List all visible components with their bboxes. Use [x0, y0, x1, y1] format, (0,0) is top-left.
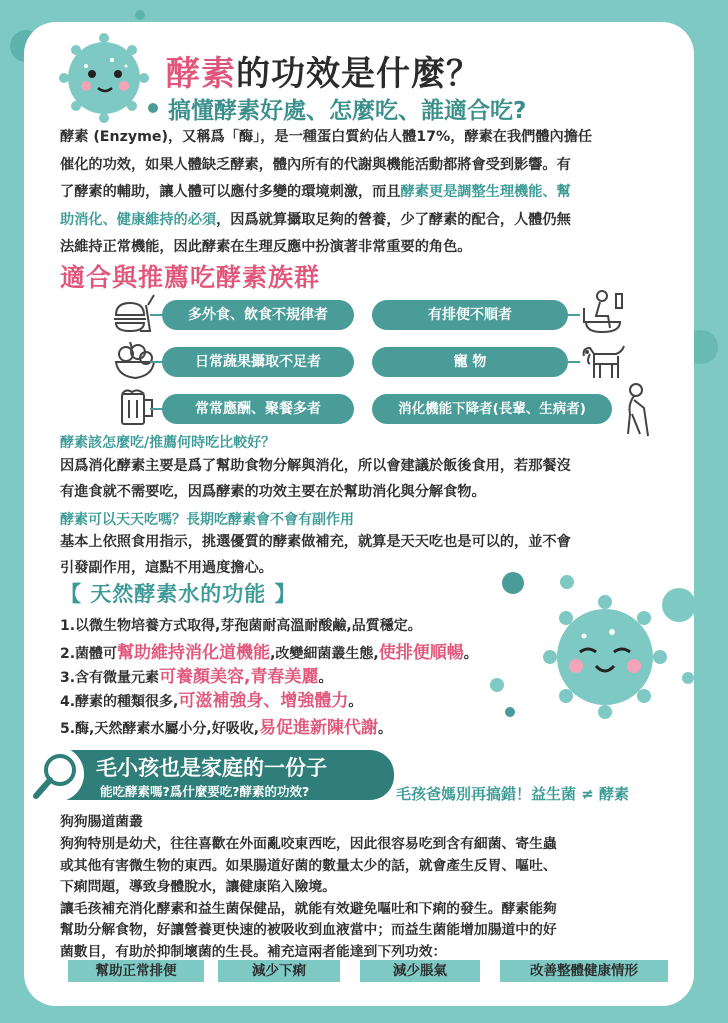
natural-heading: 【 天然酵素水的功能 】: [60, 582, 297, 606]
natural-item-5: 5.酶,天然酵素水屬小分,好吸收,易促進新陳代謝。: [60, 718, 393, 738]
natural-item-3: 3.含有微量元素可養顏美容,青春美麗。: [60, 667, 333, 687]
bg-bubble: [135, 10, 145, 20]
group-pill-veg: 日常蔬果攝取不足者: [162, 347, 354, 377]
pets-side-note: 毛孩爸媽別再搞錯！益生菌 ≠ 酵素: [396, 785, 630, 803]
beer-mug-icon: [118, 386, 158, 428]
germ-mascot-icon: [56, 30, 152, 126]
natural-item-4: 4.酵素的種類很多,可滋補強身、增強體力。: [60, 691, 363, 711]
pets-paragraph: 狗狗特別是幼犬，往往喜歡在外面亂咬東西吃，因此很容易吃到含有細菌、寄生蟲 或其他有害微生物的東西。如果腸道好菌的數量太少的話，就會產生反胃、嘔吐、 下痢問題，導致身體脫水，讓健康陷入險境。 讓毛孩補充消化酵素和益生菌保健品，就能有效避免嘔吐和下痢的發生。酵素能夠 幫助分解食物，好讓營養更快速的被吸收到血液當中；而益生菌能增加腸道中的好 菌數目，有助於抑制壞菌的生長。補充這兩者能達到下列功效：: [60, 836, 557, 960]
natural-item-2: 2.菌體可幫助維持消化道機能,改變細菌叢生態,使排便順暢。: [60, 643, 478, 663]
group-pill-pets: 寵 物: [372, 347, 568, 377]
effect-tag: 減少下痢: [218, 960, 340, 982]
germ-mascot-icon: [540, 592, 670, 722]
pets-section-title: 狗狗腸道菌叢: [60, 814, 143, 830]
dog-icon: [578, 342, 628, 382]
page-subtitle: 搞懂酵素好處、怎麼吃、誰適合吃?: [168, 98, 527, 124]
natural-item-1: 1.以微生物培養方式取得,芽孢菌耐高溫耐酸鹼,品質穩定。: [60, 618, 422, 634]
group-pill-eat-out: 多外食、飲食不規律者: [162, 300, 354, 330]
faq-question-2: 酵素可以天天吃嗎？長期吃酵素會不會有副作用: [60, 512, 354, 528]
effect-tag: 減少脹氣: [360, 960, 480, 982]
suitable-heading: 適合與推薦吃酵素族群: [60, 263, 321, 292]
faq-answer-2: 基本上依照食用指示，挑選優質的酵素做補充，就算是天天吃也是可以的，並不會 引發副作用，這點不用過度擔心。: [60, 534, 571, 576]
intro-paragraph: 酵素 (Enzyme)，又稱爲「酶」，是一種蛋白質約佔人體17%，酵素在我們體內擔任 催化的功效，如果人體缺乏酵素，體內所有的代謝與機能活動都將會受到影響。有 了酵素的輔助，讓人體可以應付多變的環境刺激，而且酵素更是調整生理機能、幫 助消化、健康維持的必須，因爲就算攝取足夠的營養，少了酵素的配合，人體仍無 法維持正常機能，因此酵素在生理反應中扮演著非常重要的角色。: [60, 129, 593, 255]
deco-bubble: [490, 678, 504, 692]
magnifier-icon: [30, 748, 84, 802]
deco-bubble: [682, 672, 694, 684]
faq-answer-1: 因爲消化酵素主要是爲了幫助食物分解與消化，所以會建議於飯後食用，若那餐沒 有進食就不需要吃，因爲酵素的功效主要在於幫助消化與分解食物。: [60, 458, 571, 500]
connector-line: [566, 314, 580, 316]
page-title: 酵素的功效是什麼？: [166, 54, 481, 94]
toilet-person-icon: [580, 288, 624, 336]
pets-banner-subtitle: 能吃酵素嗎?爲什麼要吃?酵素的功效?: [100, 784, 310, 799]
faq-question-1: 酵素該怎麼吃/推薦何時吃比較好？: [60, 435, 276, 451]
group-pill-social: 常常應酬、聚餐多者: [162, 394, 354, 424]
title-dot: [148, 103, 158, 113]
group-pill-elderly: 消化機能下降者(長輩、生病者): [372, 394, 612, 424]
effect-tag: 改善整體健康情形: [500, 960, 668, 982]
deco-bubble: [505, 707, 515, 717]
group-pill-constipation: 有排便不順者: [372, 300, 568, 330]
effect-tag: 幫助正常排便: [68, 960, 204, 982]
elderly-cane-icon: [618, 382, 658, 438]
pets-banner-title: 毛小孩也是家庭的一份子: [96, 756, 327, 780]
